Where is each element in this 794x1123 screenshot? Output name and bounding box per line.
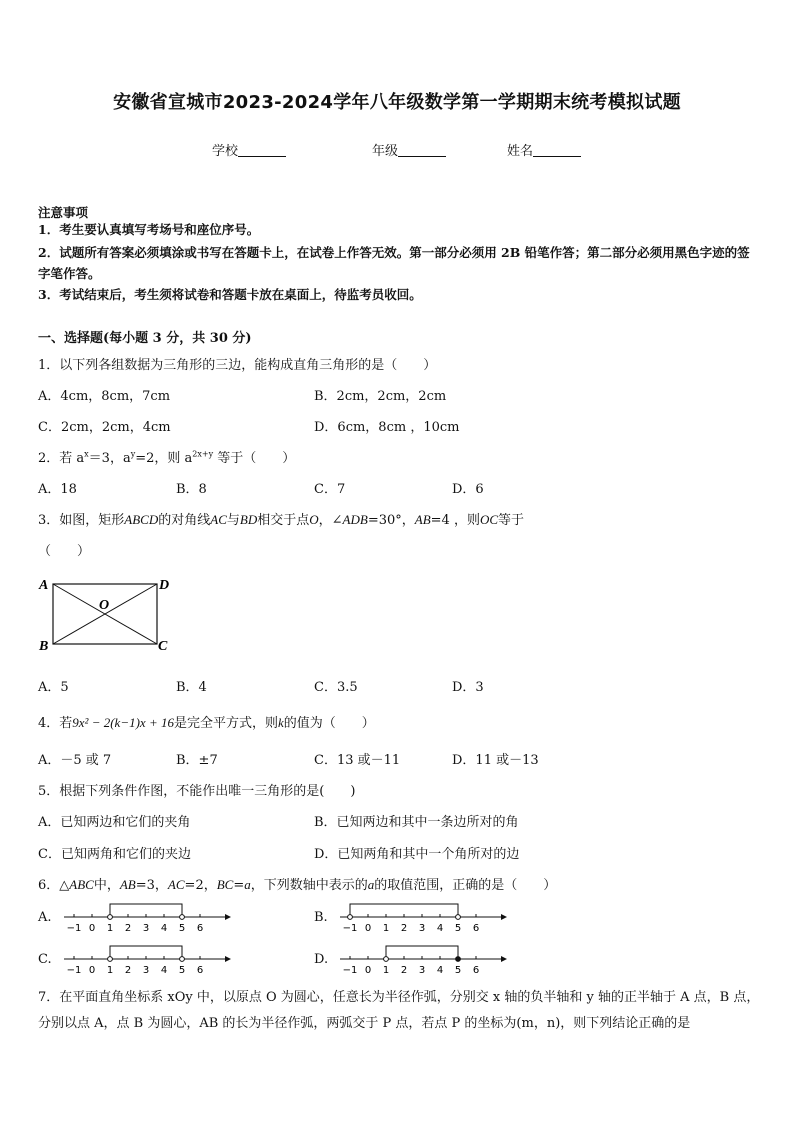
tick-label: −1 [66,965,82,976]
q6-t2: =3， [135,878,168,893]
q6-abc: ABC [69,877,94,892]
q2-option-c: C．7 [314,482,346,497]
q3-t0: 3．如图，矩形 [38,513,125,528]
q5-option-d: D．已知两角和其中一个角所对的边 [314,847,520,862]
axis-arrow [225,914,231,920]
q3-t5: =30°， [367,513,415,528]
vertex-d-label: D [159,578,170,593]
tick-label: 1 [106,923,114,934]
tick-label: 1 [382,923,390,934]
q3-option-c: C．3.5 [314,680,358,695]
q3-stem [38,509,524,528]
q3-option-d: D．3 [452,680,484,695]
tick-label: 1 [382,965,390,976]
tick-label: 6 [472,965,480,976]
tick-label: 4 [436,965,444,976]
tick-label: 0 [364,965,372,976]
tick-label: 2 [400,965,408,976]
tick-label: 2 [124,965,132,976]
q1-option-d: D．6cm，8cm ，10cm [314,420,460,435]
q6-t0: 6．△ [38,878,70,893]
tick-label: 2 [124,923,132,934]
notes-heading: 注意事项 [38,205,89,220]
q1-option-c: C．2cm，2cm，4cm [38,420,171,435]
tick-label: 6 [196,965,204,976]
q4-expression: 9x² − 2(k−1)x + 16 [72,715,174,730]
tick-label: 4 [436,923,444,934]
q5-option-b: B．已知两边和其中一条边所对的角 [314,815,519,830]
tick-label: 4 [160,923,168,934]
q6-option-d-label: D. [314,952,329,967]
range-endpoint-left [108,915,113,920]
range-endpoint-right [180,957,185,962]
tick-label: −1 [342,965,358,976]
q1-option-a: A．4cm，8cm，7cm [38,389,171,404]
q3-ac: AC [210,512,227,527]
school-blank [238,144,286,157]
axis-arrow [501,956,507,962]
q4-option-d: D．11 或－13 [452,753,539,768]
q3-t1: 的对角线 [158,513,211,528]
q4-mid: 是完全平方式，则 [173,716,278,731]
number-line-c [60,942,235,982]
school-label: 学校 [212,144,239,159]
q2-exp-2xy: 2x+y [192,449,214,459]
q3-option-b: B．4 [176,680,207,695]
name-blank [533,144,581,157]
number-line-a [60,900,235,940]
note-item-1: 1．考生要认真填写考场号和座位序号。 [38,222,260,237]
q6-t1: 中， [93,878,120,893]
q3-angle: ∠ADB [331,512,368,527]
q6-bc: BC [216,877,234,892]
tick-label: 1 [106,965,114,976]
q4-option-c: C．13 或－11 [314,753,401,768]
paper-title: 安徽省宣城市2023-2024学年八年级数学第一学期期末统考模拟试题 [113,92,681,113]
q6-t3: =2， [184,878,217,893]
q3-oc: OC [479,512,499,527]
q3-o: O [309,512,319,527]
q4-option-a: A．－5 或 7 [38,753,112,768]
q6-t4: = [233,878,245,893]
q3-abcd: ABCD [124,512,159,527]
q2-text-mid1: ＝3，a [88,451,131,466]
q2-stem [38,447,295,466]
q2-text-pre: 2．若 a [38,451,85,466]
q5-option-a: A．已知两边和它们的夹角 [38,815,191,830]
axis-arrow [501,914,507,920]
q3-t4: ， [318,513,332,528]
q6-a: a [244,877,251,892]
q3-option-a: A．5 [38,680,69,695]
tick-label: −1 [66,923,82,934]
q2-exp-y: y [130,449,136,459]
tick-label: 3 [418,923,426,934]
q3-t6: =4 ，则 [430,513,480,528]
q6-option-a-label: A. [38,910,52,925]
q3-t2: 与 [226,513,240,528]
grade-field [372,140,446,159]
school-field [212,140,286,159]
tick-label: 0 [364,923,372,934]
tick-label: 5 [178,965,186,976]
q2-text-mid2: =2，则 a [135,451,193,466]
range-endpoint-left [348,915,353,920]
q5-stem: 5．根据下列条件作图，不能作出唯一三角形的是( ) [38,784,356,799]
q1-option-b: B．2cm，2cm，2cm [314,389,447,404]
tick-label: 5 [454,923,462,934]
q3-paren: （ ） [38,544,91,559]
tick-label: 6 [472,923,480,934]
q6-t5: ，下列数轴中表示的 [250,878,368,893]
tick-label: 6 [196,923,204,934]
rectangle-figure [36,574,176,656]
tick-label: 4 [160,965,168,976]
note-item-3: 3．考试结束后，考生须将试卷和答题卡放在桌面上，待监考员收回。 [38,287,422,302]
q2-option-d: D．6 [452,482,484,497]
vertex-a-label: A [39,578,49,593]
range-endpoint-right [180,915,185,920]
range-endpoint-left [384,957,389,962]
tick-label: 5 [454,965,462,976]
q7-stem: 7．在平面直角坐标系 xOy 中，以原点 O 为圆心，任意长为半径作弧，分别交 x 轴的负半轴和 y 轴的正半轴于 A 点，B 点，分别以点 A，点 B 为圆心，AB 的长为半径作弧，两弧交于 P 点，若点 P 的坐标为(m，n)，则下列结论正确的是 [38,990,760,1031]
q3-bd: BD [239,512,258,527]
tick-label: 3 [418,965,426,976]
tick-label: 3 [142,923,150,934]
axis-arrow [225,956,231,962]
grade-blank [398,144,446,157]
q6-stem [38,874,556,893]
q4-stem [38,712,375,731]
number-line-d [336,942,511,982]
q6-t6: 的取值范围，正确的是（ ） [374,878,557,893]
name-label: 姓名 [507,144,534,159]
q6-option-b-label: B. [314,910,328,925]
tick-label: −1 [342,923,358,934]
tick-label: 5 [178,923,186,934]
q2-option-b: B．8 [176,482,207,497]
q3-t3: 相交于点 [257,513,310,528]
q1-stem: 1．以下列各组数据为三角形的三边，能构成直角三角形的是（ ） [38,358,437,373]
note-item-2: 2．试题所有答案必须填涂或书写在答题卡上，在试卷上作答无效。第一部分必须用 2B 铅笔作答；第二部分必须用黑色字迹的签字笔作答。 [38,245,750,281]
center-o-label: O [99,598,110,613]
tick-label: 3 [142,965,150,976]
q4-option-b: B．±7 [176,753,218,768]
tick-label: 0 [88,965,96,976]
q2-text-post: 等于（ ） [213,451,296,466]
vertex-c-label: C [158,639,168,654]
q6-a2: a [367,877,375,892]
tick-label: 0 [88,923,96,934]
tick-label: 2 [400,923,408,934]
name-field [507,140,581,159]
q6-ac: AC [167,877,185,892]
section-heading: 一、选择题(每小题 3 分，共 30 分) [38,331,252,346]
q4-k: k [277,715,284,730]
q2-option-a: A．18 [38,482,77,497]
q4-pre: 4．若 [38,716,73,731]
q6-ab: AB [119,877,136,892]
q2-exp-x: x [84,449,89,459]
range-endpoint-right [456,957,461,962]
grade-label: 年级 [372,144,399,159]
number-line-b [336,900,511,940]
vertex-b-label: B [39,639,49,654]
q3-t7: 等于 [498,513,525,528]
q3-ab: AB [414,512,431,527]
range-endpoint-right [456,915,461,920]
q5-option-c: C．已知两角和它们的夹边 [38,847,191,862]
range-endpoint-left [108,957,113,962]
q6-option-c-label: C. [38,952,52,967]
q4-post: 的值为（ ） [283,716,375,731]
